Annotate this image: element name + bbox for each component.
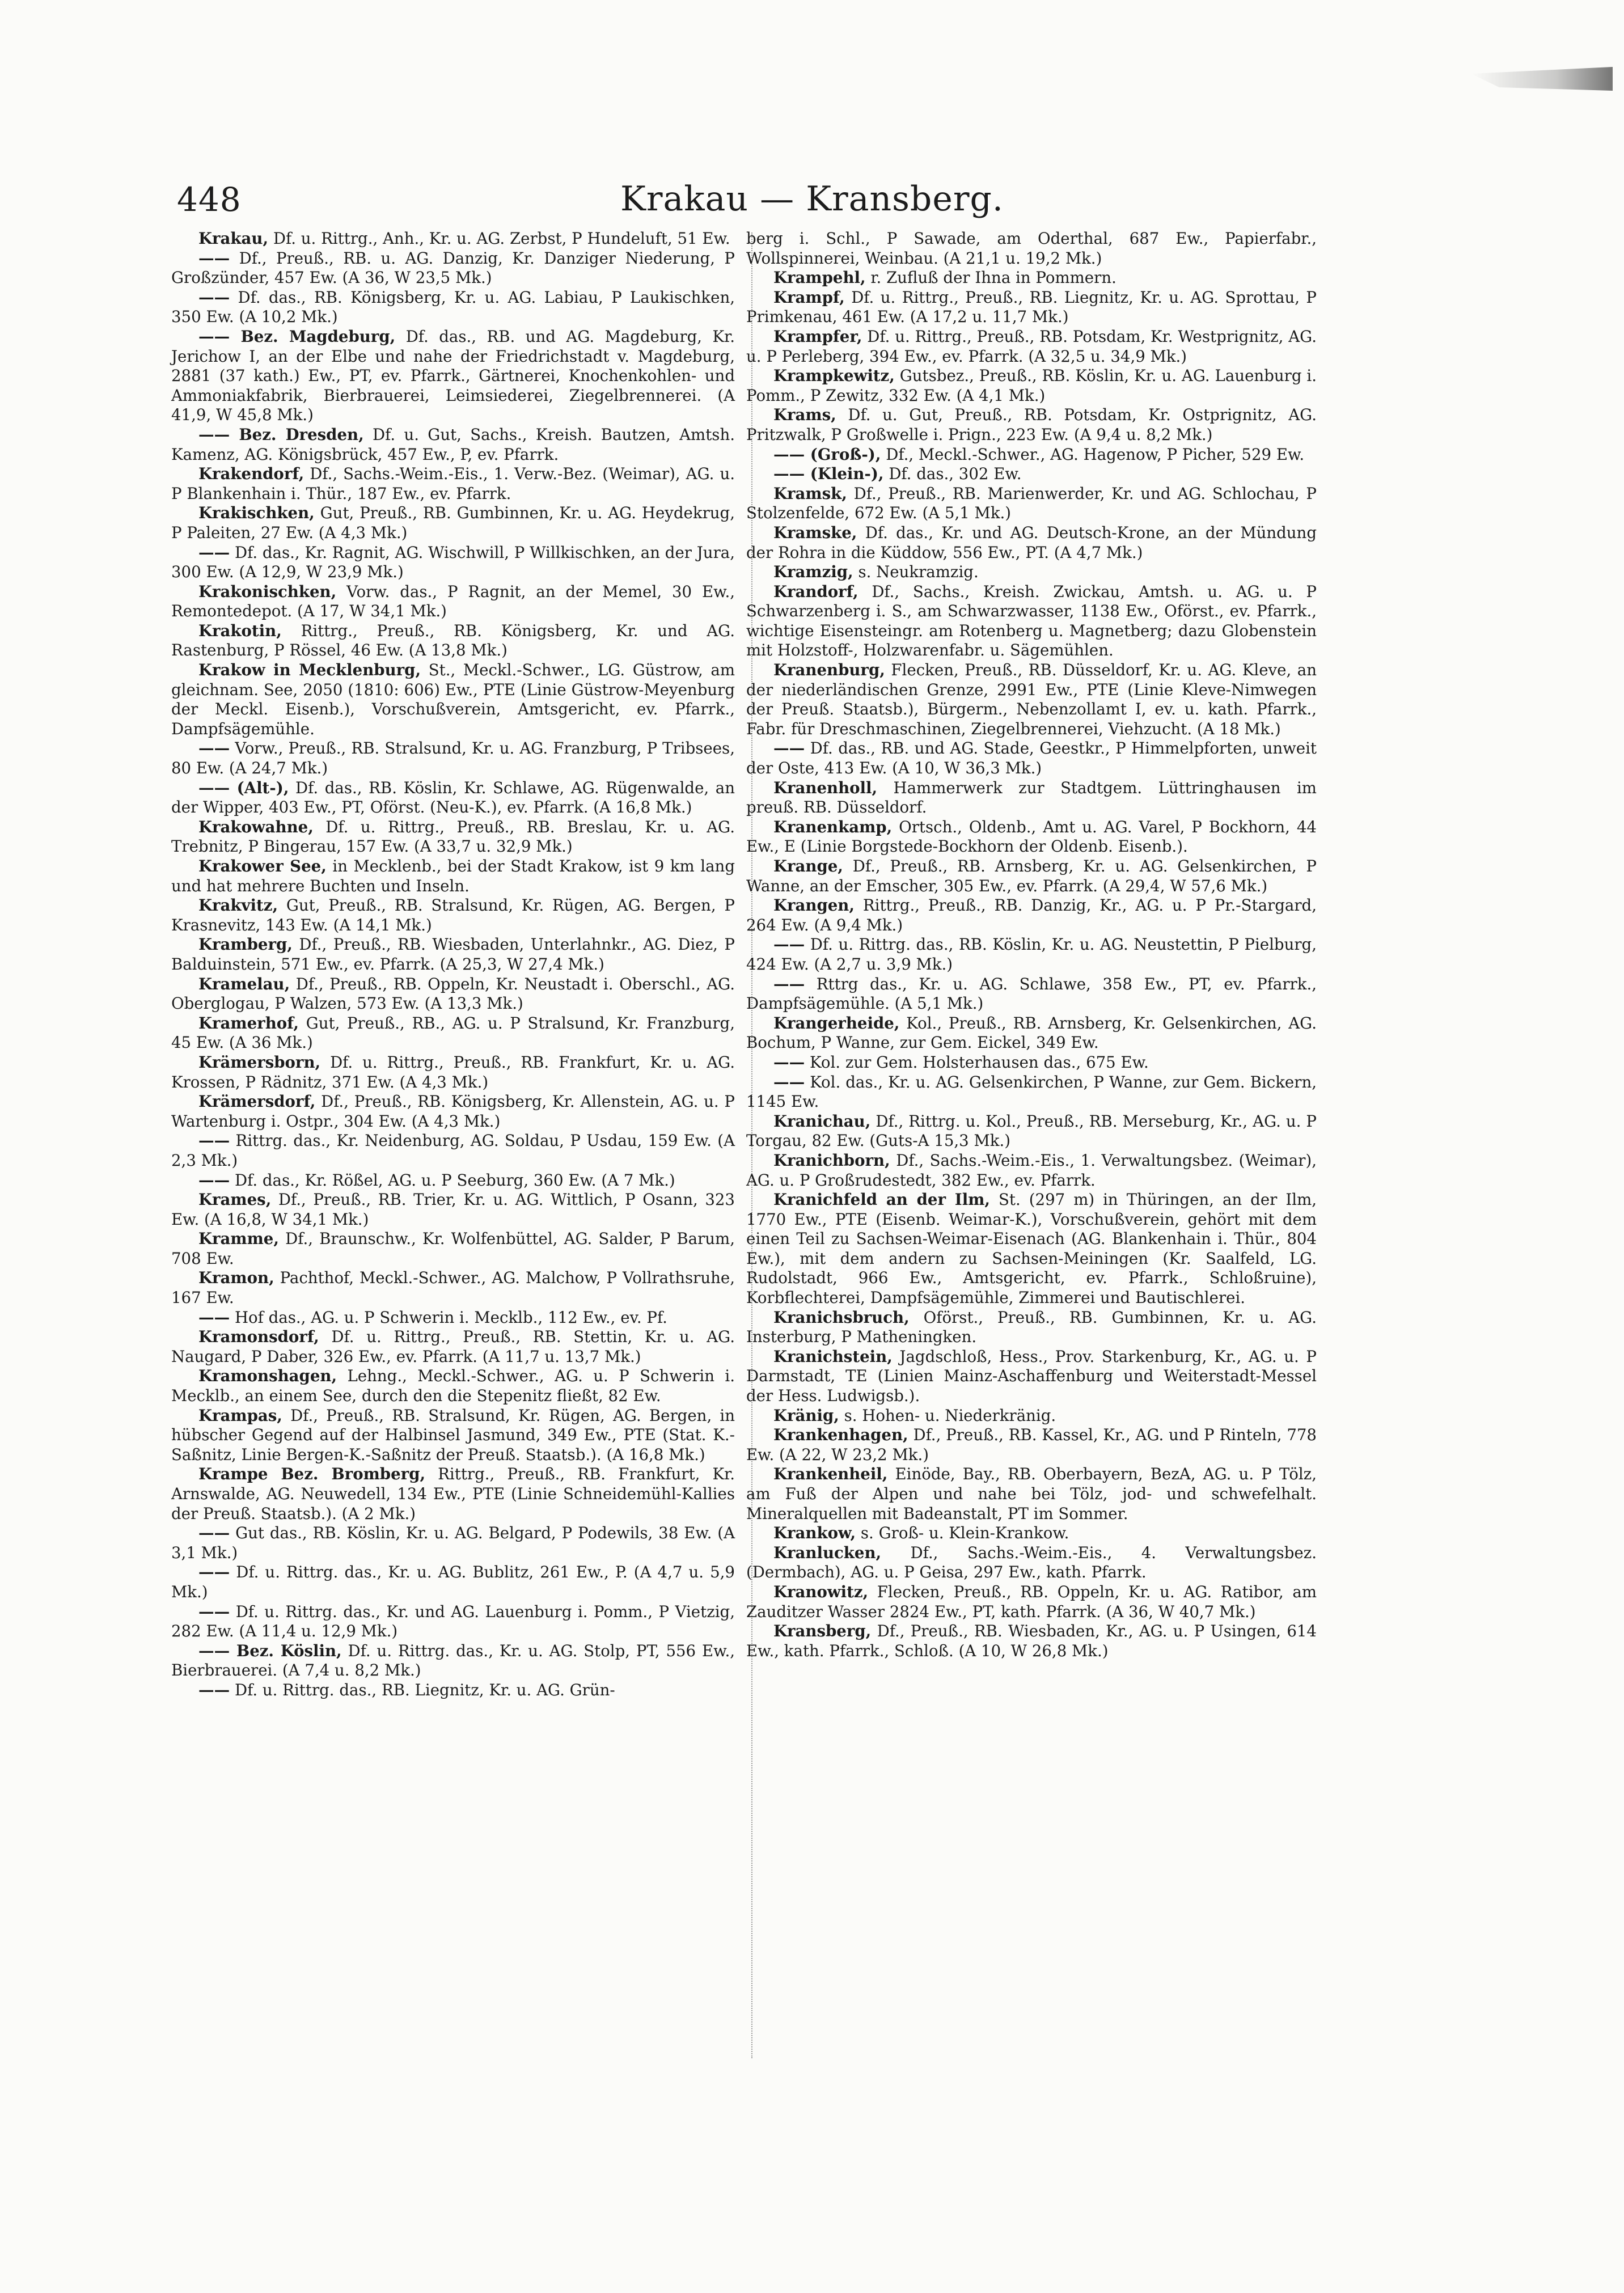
entry-text: Gut, Preuß., RB. Stralsund, Kr. Rügen, AG. Bergen, P Krasnevitz, 143 Ew. (A 14,1 Mk.)	[171, 896, 735, 934]
entry-headword: Kramme,	[198, 1229, 279, 1249]
entry-text: in Mecklenb., bei der Stadt Krakow, ist 9 km lang und hat mehrere Buchten und Inseln.	[171, 857, 735, 895]
running-title: Krakau — Kransberg.	[620, 179, 1004, 219]
entry-text: Df. u. Rittrg., Preuß., RB. Stettin, Kr. u. AG. Naugard, P Daber, 326 Ew., ev. Pfarrk. (A 11,7 u. 13,7 Mk.)	[171, 1327, 735, 1366]
entry-text: Rittrg. das., Kr. Neidenburg, AG. Soldau, P Usdau, 159 Ew. (A 2,3 Mk.)	[171, 1131, 735, 1170]
gazetteer-entry	[746, 366, 1317, 405]
entry-headword: Kramsk,	[773, 484, 847, 503]
entry-headword: Kranichau,	[773, 1111, 871, 1131]
gazetteer-entry	[746, 1465, 1317, 1524]
entry-headword: ——	[198, 1131, 230, 1150]
gazetteer-entry	[746, 484, 1317, 523]
entry-headword: —— Bez. Köslin,	[198, 1641, 342, 1660]
entry-text: Df., Sachs., Kreish. Zwickau, Amtsh. u. AG. u. P Schwarzenberg i. S., am Schwarzwasser, 1138 Ew., Oförst., ev. Pfarrk., wichtige Eisensteingr. am Rotenberg u. Magnetberg; dazu Globenstein mit Holzstoff-, Holzwarenfabr. u. Sägemühlen.	[746, 582, 1317, 660]
gazetteer-entry	[171, 288, 735, 327]
entry-headword: Krakau,	[198, 229, 269, 248]
gazetteer-entry	[746, 1524, 1317, 1543]
right-column	[746, 229, 1317, 1661]
entry-headword: ——	[198, 1563, 230, 1582]
gazetteer-entry	[171, 327, 735, 425]
entry-headword: Krakow in Mecklenburg,	[198, 661, 421, 680]
entry-headword: Krangen,	[773, 896, 855, 915]
gazetteer-entry	[746, 562, 1317, 582]
entry-text: Df. u. Rittrg., Preuß., RB. Potsdam, Kr. Westprignitz, AG. u. P Perleberg, 394 Ew., ev. Pfarrk. (A 32,5 u. 34,9 Mk.)	[746, 327, 1317, 366]
entry-text: s. Neukramzig.	[858, 562, 979, 582]
entry-headword: Krampf,	[773, 287, 845, 307]
gazetteer-entry	[746, 288, 1317, 327]
entry-headword: Krangerheide,	[773, 1013, 900, 1033]
gazetteer-entry	[171, 1681, 735, 1700]
gazetteer-entry	[746, 1073, 1317, 1112]
entry-text: Hammerwerk zur Stadtgem. Lüttringhausen im preuß. RB. Düsseldorf.	[746, 778, 1317, 817]
gazetteer-entry	[746, 779, 1317, 818]
gazetteer-entry	[171, 1171, 735, 1191]
entry-text: Df., Preuß., RB. Wiesbaden, Unterlahnkr., AG. Diez, P Balduinstein, 571 Ew., ev. Pfarrk. (A 25,3, W 27,4 Mk.)	[171, 935, 735, 974]
entry-headword: ——	[198, 248, 230, 268]
entry-headword: ——	[198, 287, 230, 307]
gazetteer-entry	[746, 1151, 1317, 1190]
gazetteer-entry	[746, 935, 1317, 974]
entry-headword: ——	[198, 739, 230, 758]
entry-text: Df., Preuß., RB. Trier, Kr. u. AG. Wittlich, P Osann, 323 Ew. (A 16,8, W 34,1 Mk.)	[171, 1190, 735, 1229]
entry-text: Df. u. Rittrg. das., Kr. u. AG. Bublitz, 261 Ew., P. (A 4,7 u. 5,9 Mk.)	[171, 1563, 735, 1601]
entry-text: Df. u. Rittrg., Preuß., RB. Frankfurt, Kr. u. AG. Krossen, P Rädnitz, 371 Ew. (A 4,3 Mk.)	[171, 1052, 735, 1091]
entry-headword: Kränig,	[773, 1406, 839, 1425]
entry-text: berg i. Schl., P Sawade, am Oderthal, 687 Ew., Papierfabr., Wollspinnerei, Weinbau. (A 21,1 u. 19,2 Mk.)	[746, 229, 1317, 268]
entry-text: Rittrg., Preuß., RB. Danzig, Kr., AG. u. P Pr.-Stargard, 264 Ew. (A 9,4 Mk.)	[746, 896, 1317, 934]
entry-text: Df. u. Rittrg., Preuß., RB. Breslau, Kr. u. AG. Trebnitz, P Bingerau, 157 Ew. (A 33,7 u. 32,9 Mk.)	[171, 817, 735, 856]
gazetteer-entry	[171, 1563, 735, 1602]
entry-text: St. (297 m) in Thüringen, an der Ilm, 1770 Ew., PTE (Eisenb. Weimar-K.), Vorschußverein, gehört mit dem einen Teil zu Sachsen-Weimar-Eisenach (AG. Blankenhain i. Thür., 804 Ew.), mit dem andern zu Sachsen-Meiningen (Kr. Saalfeld, LG. Rudolstadt, 966 Ew., Amtsgericht, ev. Pfarrk., Schloßruine), Korbflechterei, Dampfsägemühle, Zimmerei und Bautischlerei.	[746, 1190, 1317, 1308]
entry-headword: Kramonshagen,	[198, 1367, 337, 1386]
entry-headword: ——	[773, 1072, 805, 1091]
gazetteer-entry	[746, 268, 1317, 288]
entry-headword: Kransberg,	[773, 1622, 872, 1641]
entry-text: Df., Preuß., RB. Arnsberg, Kr. u. AG. Gelsenkirchen, P Wanne, an der Emscher, 305 Ew., ev. Pfarrk. (A 29,4, W 57,6 Mk.)	[746, 857, 1317, 895]
entry-headword: ——	[198, 1680, 230, 1699]
gazetteer-entry	[171, 896, 735, 935]
entry-headword: Krampkewitz,	[773, 366, 895, 386]
entry-text: Df., Preuß., RB. Marienwerder, Kr. und AG. Schlochau, P Stolzenfelde, 672 Ew. (A 5,1 Mk.)	[746, 484, 1317, 523]
entry-headword: Krakischken,	[198, 504, 315, 523]
gazetteer-entry	[171, 543, 735, 582]
gazetteer-entry	[171, 464, 735, 504]
entry-text: Kol. zur Gem. Holsterhausen das., 675 Ew.	[809, 1052, 1149, 1072]
gazetteer-entry	[171, 249, 735, 288]
entry-headword: —— Bez. Dresden,	[198, 425, 364, 444]
entry-text: Df., Preuß., RB. Kassel, Kr., AG. und P Rinteln, 778 Ew. (A 22, W 23,2 Mk.)	[746, 1425, 1317, 1464]
entry-text: Hof das., AG. u. P Schwerin i. Mecklb., 112 Ew., ev. Pf.	[234, 1308, 667, 1327]
entry-text: Einöde, Bay., RB. Oberbayern, BezA, AG. u. P Tölz, am Fuß der Alpen und nahe bei Tölz, jod- und schwefelhalt. Mineralquellen mit Badeanstalt, PT im Sommer.	[746, 1465, 1317, 1523]
entry-headword: Kramonsdorf,	[198, 1327, 319, 1347]
entry-text: Rittrg., Preuß., RB. Königsberg, Kr. und AG. Rastenburg, P Rössel, 46 Ew. (A 13,8 Mk.)	[171, 621, 735, 660]
entry-headword: Kranichsbruch,	[773, 1308, 910, 1327]
entry-headword: Kramzig,	[773, 562, 853, 582]
entry-text: Gut, Preuß., RB., AG. u. P Stralsund, Kr. Franzburg, 45 Ew. (A 36 Mk.)	[171, 1013, 735, 1052]
gazetteer-entry	[746, 661, 1317, 739]
entry-headword: Kranenburg,	[773, 661, 885, 680]
gazetteer-entry	[171, 739, 735, 778]
gazetteer-entry	[171, 1367, 735, 1406]
entry-headword: Krakotin,	[198, 621, 282, 640]
entry-text: Pachthof, Meckl.-Schwer., AG. Malchow, P Vollrathsruhe, 167 Ew.	[171, 1268, 735, 1308]
gazetteer-entry	[746, 1308, 1317, 1347]
entry-headword: Kranichfeld an der Ilm,	[773, 1190, 991, 1209]
gazetteer-entry	[171, 1642, 735, 1681]
entry-text: Df., Rittrg. u. Kol., Preuß., RB. Merseburg, Kr., AG. u. P Torgau, 82 Ew. (Guts-A 15,3 Mk.)	[746, 1111, 1317, 1150]
entry-text: Flecken, Preuß., RB. Oppeln, Kr. u. AG. Ratibor, am Zauditzer Wasser 2824 Ew., PT, kath. Pfarrk. (A 36, W 40,7 Mk.)	[746, 1582, 1317, 1621]
entry-headword: Krames,	[198, 1190, 272, 1209]
entry-headword: Kramon,	[198, 1268, 274, 1288]
entry-headword: Kranichstein,	[773, 1347, 893, 1366]
gazetteer-entry	[746, 975, 1317, 1014]
entry-text: Ortsch., Oldenb., Amt u. AG. Varel, P Bockhorn, 44 Ew., E (Linie Borgstede-Bockhorn der Oldenb. Eisenb.).	[746, 817, 1317, 856]
entry-headword: ——	[773, 739, 805, 758]
entry-text: Df. u. Rittrg., Anh., Kr. u. AG. Zerbst, P Hundeluft, 51 Ew.	[273, 229, 730, 248]
entry-text: Rittrg., Preuß., RB. Frankfurt, Kr. Arnswalde, AG. Neuwedell, 134 Ew., PTE (Linie Schneidemühl-Kallies der Preuß. Staatsb.). (A 2 Mk.)	[171, 1465, 735, 1523]
entry-headword: Kramberg,	[198, 935, 293, 954]
gazetteer-entry	[746, 464, 1317, 484]
entry-text: Df. u. Rittrg. das., RB. Liegnitz, Kr. u. AG. Grün-	[234, 1680, 615, 1699]
entry-headword: Krankenhagen,	[773, 1425, 908, 1445]
entry-text: Df., Sachs.-Weim.-Eis., 1. Verw.-Bez. (Weimar), AG. u. P Blankenhain i. Thür., 187 Ew., ev. Pfarrk.	[171, 464, 735, 503]
entry-headword: Krämersdorf,	[198, 1092, 316, 1111]
entry-text: Df. das., RB. Köslin, Kr. Schlawe, AG. Rügenwalde, an der Wipper, 403 Ew., PT, Oförst. (Neu-K.), ev. Pfarrk. (A 16,8 Mk.)	[171, 778, 735, 817]
gazetteer-entry	[746, 229, 1317, 268]
entry-text: s. Hohen- u. Niederkränig.	[844, 1406, 1056, 1425]
gazetteer-entry	[171, 935, 735, 974]
entry-headword: ——	[773, 935, 805, 954]
entry-headword: —— (Klein-),	[773, 464, 884, 484]
entry-text: Df., Braunschw., Kr. Wolfenbüttel, AG. Salder, P Barum, 708 Ew.	[171, 1229, 735, 1268]
entry-text: Df., Preuß., RB. Königsberg, Kr. Allenstein, AG. u. P Wartenburg i. Ostpr., 304 Ew. (A 4,3 Mk.)	[171, 1092, 735, 1131]
entry-text: Oförst., Preuß., RB. Gumbinnen, Kr. u. AG. Insterburg, P Matheningken.	[746, 1308, 1317, 1347]
entry-headword: —— Bez. Magdeburg,	[198, 327, 396, 346]
entry-text: Df. das., Kr. Rößel, AG. u. P Seeburg, 360 Ew. (A 7 Mk.)	[234, 1170, 675, 1190]
gazetteer-entry	[746, 1112, 1317, 1151]
page-number: 448	[177, 180, 242, 219]
gazetteer-entry	[171, 857, 735, 896]
gazetteer-entry	[746, 327, 1317, 366]
entry-text: Df. u. Gut, Sachs., Kreish. Bautzen, Amtsh. Kamenz, AG. Königsbrück, 457 Ew., P, ev. Pfarrk.	[171, 425, 735, 464]
gazetteer-entry	[171, 661, 735, 739]
entry-headword: ——	[198, 1602, 230, 1621]
entry-text: Df. u. Rittrg. das., Kr. und AG. Lauenburg i. Pomm., P Vietzig, 282 Ew. (A 11,4 u. 12,9 Mk.)	[171, 1602, 735, 1641]
entry-text: Df. u. Rittrg. das., RB. Köslin, Kr. u. AG. Neustettin, P Pielburg, 424 Ew. (A 2,7 u. 3,9 Mk.)	[746, 935, 1317, 974]
entry-text: Gutsbez., Preuß., RB. Köslin, Kr. u. AG. Lauenburg i. Pomm., P Zewitz, 332 Ew. (A 4,1 Mk.)	[746, 366, 1317, 405]
entry-text: Kol., Preuß., RB. Arnsberg, Kr. Gelsenkirchen, AG. Bochum, P Wanne, zur Gem. Eickel, 349 Ew.	[746, 1013, 1317, 1052]
entry-text: Df., Preuß., RB. Wiesbaden, Kr., AG. u. P Usingen, 614 Ew., kath. Pfarrk., Schloß. (A 10, W 26,8 Mk.)	[746, 1622, 1317, 1660]
gazetteer-entry	[746, 1347, 1317, 1406]
entry-headword: Kranlucken,	[773, 1543, 882, 1562]
gazetteer-entry	[746, 445, 1317, 465]
entry-text: Gut das., RB. Köslin, Kr. u. AG. Belgard, P Podewils, 38 Ew. (A 3,1 Mk.)	[171, 1524, 735, 1562]
gazetteer-entry	[171, 1327, 735, 1367]
gazetteer-entry	[746, 1406, 1317, 1426]
gazetteer-entry	[746, 1583, 1317, 1622]
entry-headword: Kramelau,	[198, 974, 290, 993]
entry-text: St., Meckl.-Schwer., LG. Güstrow, am gleichnam. See, 2050 (1810: 606) Ew., PTE (Linie Güstrow-Meyenburg der Meckl. Eisenb.), Vorschußverein, Amtsgericht, ev. Pfarrk., Dampfsägemühle.	[171, 661, 735, 738]
entry-headword: Krampfer,	[773, 327, 862, 346]
gazetteer-entry	[171, 425, 735, 464]
entry-text: Df. das., RB. Königsberg, Kr. u. AG. Labiau, P Laukischken, 350 Ew. (A 10,2 Mk.)	[171, 287, 735, 327]
entry-text: Df., Preuß., RB. Oppeln, Kr. Neustadt i. Oberschl., AG. Oberglogau, P Walzen, 573 Ew. (A 13,3 Mk.)	[171, 974, 735, 1013]
gazetteer-entry	[746, 1622, 1317, 1661]
entry-text: Df. das., 302 Ew.	[889, 464, 1022, 484]
gazetteer-entry	[171, 1268, 735, 1308]
entry-text: Df., Sachs.-Weim.-Eis., 4. Verwaltungsbez. (Dermbach), AG. u. P Geisa, 297 Ew., kath. Pfarrk.	[746, 1543, 1317, 1582]
entry-headword: Krakendorf,	[198, 464, 304, 484]
gazetteer-entry	[171, 1014, 735, 1053]
gazetteer-entry	[171, 229, 735, 249]
entry-headword: Krakower See,	[198, 857, 327, 875]
entry-headword: Krampehl,	[773, 268, 866, 287]
entry-headword: Krakonischken,	[198, 582, 337, 601]
gazetteer-entry	[171, 975, 735, 1014]
gazetteer-entry	[171, 1602, 735, 1642]
gazetteer-entry	[171, 621, 735, 661]
gazetteer-entry	[171, 504, 735, 543]
gazetteer-entry	[171, 1465, 735, 1524]
gazetteer-entry	[746, 1053, 1317, 1073]
entry-headword: Krämersborn,	[198, 1052, 321, 1072]
entry-text: Df., Preuß., RB. Stralsund, Kr. Rügen, AG. Bergen, in hübscher Gegend auf der Halbinsel Jasmund, 349 Ew., PTE (Stat. K.-Saßnitz, Linie Bergen-K.-Saßnitz der Preuß. Staatsb.). (A 16,8 Mk.)	[171, 1406, 735, 1464]
gazetteer-entry	[746, 739, 1317, 778]
gazetteer-entry	[171, 1092, 735, 1131]
entry-headword: ——	[198, 1308, 230, 1327]
gazetteer-entry	[171, 1308, 735, 1328]
entry-text: Gut, Preuß., RB. Gumbinnen, Kr. u. AG. Heydekrug, P Paleiten, 27 Ew. (A 4,3 Mk.)	[171, 504, 735, 542]
entry-text: Kol. das., Kr. u. AG. Gelsenkirchen, P Wanne, zur Gem. Bickern, 1145 Ew.	[746, 1072, 1317, 1111]
scan-artifact	[1471, 67, 1613, 101]
entry-text: Df. das., RB. und AG. Magdeburg, Kr. Jerichow I, an der Elbe und nahe der Friedrichstadt v. Magdeburg, 2881 (37 kath.) Ew., PT, ev. Pfarrk., Gärtnerei, Knochenkohlen- und Ammoniakfabrik, Bierbrauerei, Leimsiederei, Ziegelbrennerei. (A 41,9, W 45,8 Mk.)	[171, 327, 735, 425]
gazetteer-entry	[171, 1229, 735, 1268]
gazetteer-entry	[746, 1543, 1317, 1583]
entry-headword: Kranowitz,	[773, 1582, 869, 1601]
entry-headword: Krakvitz,	[198, 896, 278, 915]
gazetteer-entry	[171, 1053, 735, 1092]
gazetteer-entry	[746, 523, 1317, 562]
gazetteer-entry	[746, 818, 1317, 857]
entry-text: Df. u. Rittrg., Preuß., RB. Liegnitz, Kr. u. AG. Sprottau, P Primkenau, 461 Ew. (A 17,2 u. 11,7 Mk.)	[746, 287, 1317, 327]
entry-headword: ——	[198, 1170, 230, 1190]
entry-text: Df. das., Kr. und AG. Deutsch-Krone, an der Mündung der Rohra in die Küddow, 556 Ew., PT. (A 4,7 Mk.)	[746, 523, 1317, 562]
entry-text: r. Zufluß der Ihna in Pommern.	[870, 268, 1116, 287]
entry-text: Vorw. das., P Ragnit, an der Memel, 30 Ew., Remontedepot. (A 17, W 34,1 Mk.)	[171, 582, 735, 621]
gazetteer-entry	[746, 405, 1317, 445]
gazetteer-entry	[746, 1014, 1317, 1053]
gazetteer-entry	[171, 1190, 735, 1229]
entry-headword: Kranenkamp,	[773, 817, 893, 836]
entry-text: Df. u. Gut, Preuß., RB. Potsdam, Kr. Ostprignitz, AG. Pritzwalk, P Großwelle i. Prign., 223 Ew. (A 9,4 u. 8,2 Mk.)	[746, 405, 1317, 444]
entry-text: Rttrg das., Kr. u. AG. Schlawe, 358 Ew., PT, ev. Pfarrk., Dampfsägemühle. (A 5,1 Mk.)	[746, 974, 1317, 1013]
entry-text: Df., Meckl.-Schwer., AG. Hagenow, P Picher, 529 Ew.	[886, 445, 1305, 464]
entry-headword: Krampas,	[198, 1406, 282, 1425]
entry-text: Jagdschloß, Hess., Prov. Starkenburg, Kr., AG. u. P Darmstadt, TE (Linien Mainz-Aschaffenburg und Weiterstadt-Messel der Hess. Ludwigsb.).	[746, 1347, 1317, 1406]
gazetteer-entry	[746, 1190, 1317, 1308]
entry-headword: —— (Alt-),	[198, 778, 289, 797]
gazetteer-entry	[171, 1131, 735, 1170]
entry-text: s. Groß- u. Klein-Krankow.	[860, 1524, 1069, 1543]
entry-text: Lehng., Meckl.-Schwer., AG. u. P Schwerin i. Mecklb., an einem See, durch den die Stepenitz fließt, 82 Ew.	[171, 1367, 735, 1406]
gazetteer-entry	[746, 582, 1317, 661]
entry-headword: Krange,	[773, 857, 843, 875]
gazetteer-entry	[171, 818, 735, 857]
entry-text: Df., Sachs.-Weim.-Eis., 1. Verwaltungsbez. (Weimar), AG. u. P Großrudestedt, 382 Ew., ev. Pfarrk.	[746, 1150, 1317, 1190]
entry-text: Df. das., RB. und AG. Stade, Geestkr., P Himmelpforten, unweit der Oste, 413 Ew. (A 10, W 36,3 Mk.)	[746, 739, 1317, 778]
entry-headword: ——	[773, 1052, 805, 1072]
gazetteer-entry	[746, 857, 1317, 896]
entry-text: Df. das., Kr. Ragnit, AG. Wischwill, P Willkischken, an der Jura, 300 Ew. (A 12,9, W 23,9 Mk.)	[171, 543, 735, 582]
entry-headword: —— (Groß-),	[773, 445, 881, 464]
gazetteer-entry	[171, 779, 735, 818]
gazetteer-entry	[171, 1406, 735, 1465]
gazetteer-entry	[171, 582, 735, 621]
entry-headword: ——	[773, 974, 805, 993]
entry-text: Df. u. Rittrg. das., Kr. u. AG. Stolp, PT, 556 Ew., Bierbrauerei. (A 7,4 u. 8,2 Mk.)	[171, 1641, 735, 1680]
gazetteer-entry	[746, 896, 1317, 935]
entry-headword: ——	[198, 543, 230, 562]
entry-headword: Kranichborn,	[773, 1150, 890, 1170]
entry-headword: Kramske,	[773, 523, 857, 542]
gazetteer-entry	[746, 1425, 1317, 1465]
entry-text: Vorw., Preuß., RB. Stralsund, Kr. u. AG. Franzburg, P Tribsees, 80 Ew. (A 24,7 Mk.)	[171, 739, 735, 778]
entry-text: Flecken, Preuß., RB. Düsseldorf, Kr. u. AG. Kleve, an der niederländischen Grenze, 2991 Ew., PTE (Linie Kleve-Nimwegen der Preuß. Staatsb.), Bürgerm., Nebenzollamt I, ev. u. kath. Pfarrk., Fabr. für Dreschmaschinen, Ziegelbrennerei, Viehzucht. (A 18 Mk.)	[746, 661, 1317, 738]
entry-headword: Krampe Bez. Bromberg,	[198, 1465, 426, 1484]
entry-headword: Krankenheil,	[773, 1465, 888, 1484]
entry-headword: Krakowahne,	[198, 817, 314, 836]
left-column	[171, 229, 735, 1700]
entry-headword: ——	[198, 1524, 230, 1543]
entry-headword: Kramerhof,	[198, 1013, 299, 1033]
entry-headword: Krams,	[773, 405, 836, 425]
entry-headword: Kranenholl,	[773, 778, 878, 797]
entry-headword: Krandorf,	[773, 582, 858, 601]
entry-headword: Krankow,	[773, 1524, 856, 1543]
entry-text: Df., Preuß., RB. u. AG. Danzig, Kr. Danziger Niederung, P Großzünder, 457 Ew. (A 36, W 23,5 Mk.)	[171, 248, 735, 287]
gazetteer-entry	[171, 1524, 735, 1563]
